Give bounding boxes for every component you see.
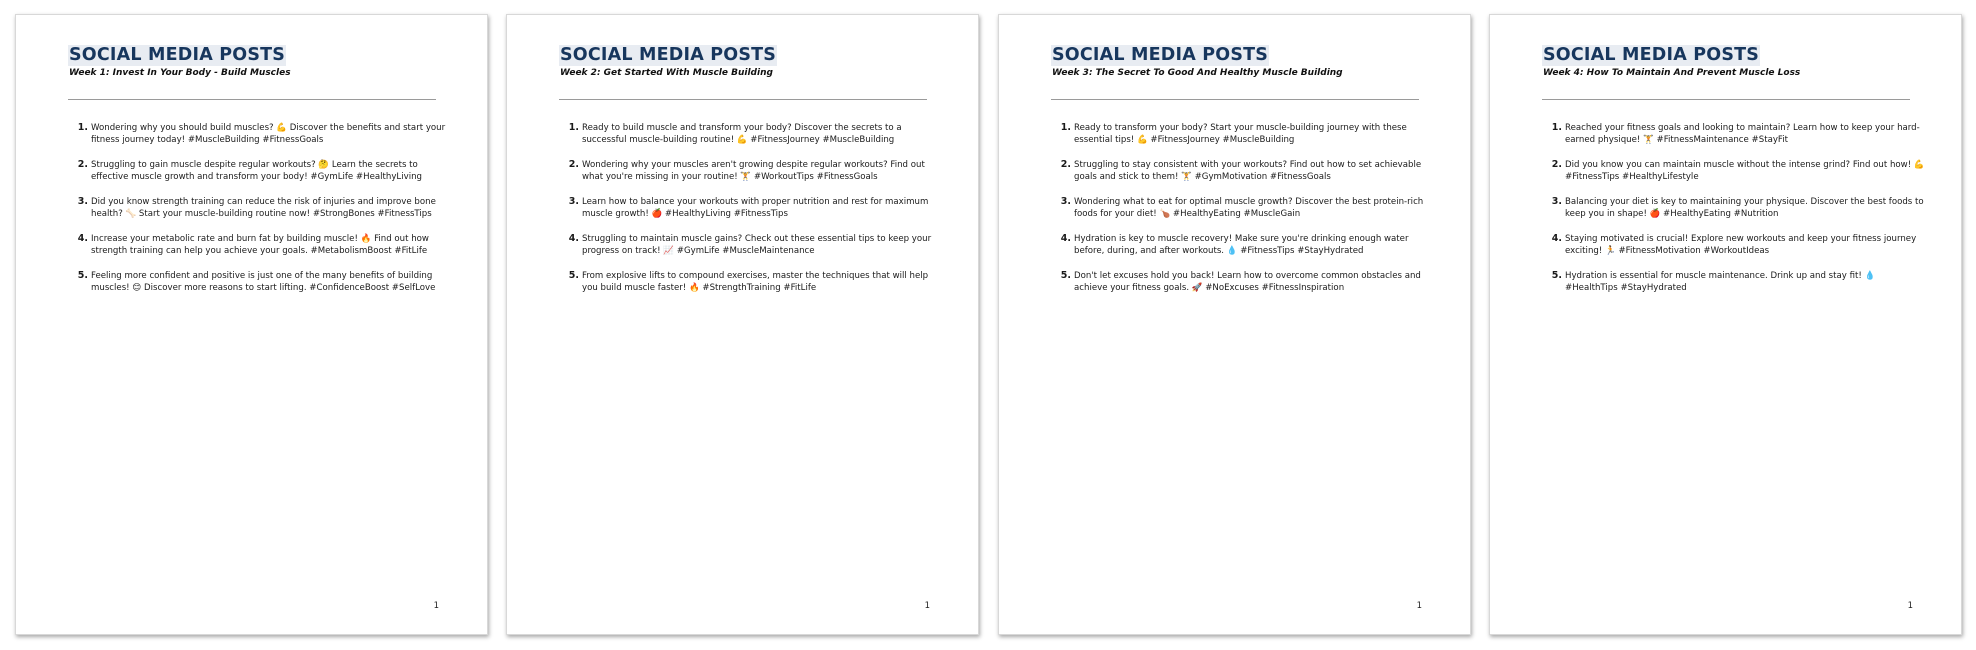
page-subtitle: Week 3: The Secret To Good And Healthy Muscle Building	[1052, 68, 1343, 78]
list-item-number: 3.	[77, 196, 88, 207]
post-list	[77, 122, 453, 307]
list-item-text: Hydration is key to muscle recovery! Make sure you're drinking enough water before, during, and after workouts. 💧 #FitnessTips #StayHydrated	[1074, 234, 1409, 256]
list-item	[568, 270, 944, 294]
page-number: 1	[924, 601, 930, 611]
list-item	[77, 233, 453, 257]
list-item	[568, 196, 944, 220]
page-title: SOCIAL MEDIA POSTS	[560, 45, 777, 65]
list-item	[1060, 159, 1436, 183]
list-item-text: Wondering what to eat for optimal muscle growth? Discover the best protein-rich foods for your diet! 🍗 #HealthyEating #MuscleGain	[1074, 197, 1424, 219]
list-item-number: 2.	[568, 159, 579, 170]
list-item	[568, 159, 944, 183]
list-item-text: Reached your fitness goals and looking to maintain? Learn how to keep your hard-earned physique! 🏋️ #FitnessMaintenance #StayFit	[1565, 123, 1920, 145]
list-item-text: Feeling more confident and positive is just one of the many benefits of building muscles! 😊 Discover more reasons to start lifting. #ConfidenceBoost #SelfLove	[91, 271, 436, 293]
page-subtitle: Week 1: Invest In Your Body - Build Muscles	[69, 68, 291, 78]
page-number: 1	[433, 601, 439, 611]
page-number: 1	[1907, 601, 1913, 611]
list-item	[1551, 122, 1927, 146]
list-item-text: Struggling to gain muscle despite regular workouts? 🤔 Learn the secrets to effective muscle growth and transform your body! #GymLife #HealthyLiving	[91, 160, 422, 182]
list-item-number: 2.	[1551, 159, 1562, 170]
list-item	[1551, 159, 1927, 183]
post-list	[1551, 122, 1927, 307]
page-number: 1	[1416, 601, 1422, 611]
list-item	[1060, 196, 1436, 220]
list-item	[77, 196, 453, 220]
list-item-text: Balancing your diet is key to maintaining your physique. Discover the best foods to keep you in shape! 🍎 #HealthyEating #Nutrition	[1565, 197, 1924, 219]
document-page-week-1	[15, 14, 488, 635]
list-item-number: 5.	[1060, 270, 1071, 281]
list-item	[77, 159, 453, 183]
list-item-number: 3.	[1551, 196, 1562, 207]
list-item-number: 3.	[1060, 196, 1071, 207]
list-item-number: 4.	[77, 233, 88, 244]
page-title: SOCIAL MEDIA POSTS	[1052, 45, 1269, 65]
list-item-text: Increase your metabolic rate and burn fat by building muscle! 🔥 Find out how strength training can help you achieve your goals. #MetabolismBoost #FitLife	[91, 234, 429, 256]
list-item-text: Ready to build muscle and transform your body? Discover the secrets to a successful muscle-building routine! 💪 #FitnessJourney #MuscleBuilding	[582, 123, 902, 145]
list-item-number: 5.	[1551, 270, 1562, 281]
list-item-text: Did you know you can maintain muscle without the intense grind? Find out how! 💪 #FitnessTips #HealthyLifestyle	[1565, 160, 1925, 182]
list-item-number: 4.	[1060, 233, 1071, 244]
list-item	[1060, 233, 1436, 257]
list-item-number: 4.	[1551, 233, 1562, 244]
page-subtitle: Week 4: How To Maintain And Prevent Muscle Loss	[1543, 68, 1801, 78]
list-item-text: Hydration is essential for muscle maintenance. Drink up and stay fit! 💧 #HealthTips #StayHydrated	[1565, 271, 1876, 293]
post-list	[1060, 122, 1436, 307]
list-item-text: From explosive lifts to compound exercises, master the techniques that will help you build muscle faster! 🔥 #StrengthTraining #FitLife	[582, 271, 929, 293]
list-item-number: 5.	[568, 270, 579, 281]
list-item-text: Wondering why your muscles aren't growing despite regular workouts? Find out what you're missing in your routine! 🏋️ #WorkoutTips #FitnessGoals	[582, 160, 925, 182]
horizontal-rule	[68, 99, 436, 100]
page-subtitle: Week 2: Get Started With Muscle Building	[560, 68, 773, 78]
list-item-number: 2.	[1060, 159, 1071, 170]
list-item-number: 1.	[1551, 122, 1562, 133]
horizontal-rule	[1051, 99, 1419, 100]
list-item-number: 2.	[77, 159, 88, 170]
list-item	[1060, 122, 1436, 146]
list-item-text: Struggling to maintain muscle gains? Check out these essential tips to keep your progress on track! 📈 #GymLife #MuscleMaintenance	[582, 234, 932, 256]
post-list	[568, 122, 944, 307]
list-item-number: 3.	[568, 196, 579, 207]
document-page-week-3	[998, 14, 1471, 635]
list-item-text: Wondering why you should build muscles? 💪 Discover the benefits and start your fitness journey today! #MuscleBuilding #FitnessGoals	[91, 123, 446, 145]
list-item-number: 1.	[1060, 122, 1071, 133]
list-item-number: 1.	[568, 122, 579, 133]
horizontal-rule	[559, 99, 927, 100]
list-item-number: 1.	[77, 122, 88, 133]
list-item-text: Struggling to stay consistent with your workouts? Find out how to set achievable goals and stick to them! 🏋️ #GymMotivation #FitnessGoals	[1074, 160, 1422, 182]
list-item-number: 5.	[77, 270, 88, 281]
document-page-week-4	[1489, 14, 1962, 635]
list-item-text: Ready to transform your body? Start your muscle-building journey with these essential tips! 💪 #FitnessJourney #MuscleBuilding	[1074, 123, 1407, 145]
list-item	[1060, 270, 1436, 294]
list-item	[1551, 196, 1927, 220]
horizontal-rule	[1542, 99, 1910, 100]
list-item-number: 4.	[568, 233, 579, 244]
page-title: SOCIAL MEDIA POSTS	[1543, 45, 1760, 65]
list-item-text: Don't let excuses hold you back! Learn how to overcome common obstacles and achieve your fitness goals. 🚀 #NoExcuses #FitnessInspiration	[1074, 271, 1421, 293]
document-page-week-2	[506, 14, 979, 635]
list-item-text: Did you know strength training can reduce the risk of injuries and improve bone health? 🦴 Start your muscle-building routine now! #StrongBones #FitnessTips	[91, 197, 436, 219]
list-item	[1551, 233, 1927, 257]
list-item-text: Learn how to balance your workouts with proper nutrition and rest for maximum muscle growth! 🍎 #HealthyLiving #FitnessTips	[582, 197, 929, 219]
list-item	[568, 233, 944, 257]
list-item-text: Staying motivated is crucial! Explore new workouts and keep your fitness journey exciting! 🏃 #FitnessMotivation #WorkoutIdeas	[1565, 234, 1917, 256]
page-title: SOCIAL MEDIA POSTS	[69, 45, 286, 65]
list-item	[77, 122, 453, 146]
list-item	[568, 122, 944, 146]
list-item	[77, 270, 453, 294]
list-item	[1551, 270, 1927, 294]
